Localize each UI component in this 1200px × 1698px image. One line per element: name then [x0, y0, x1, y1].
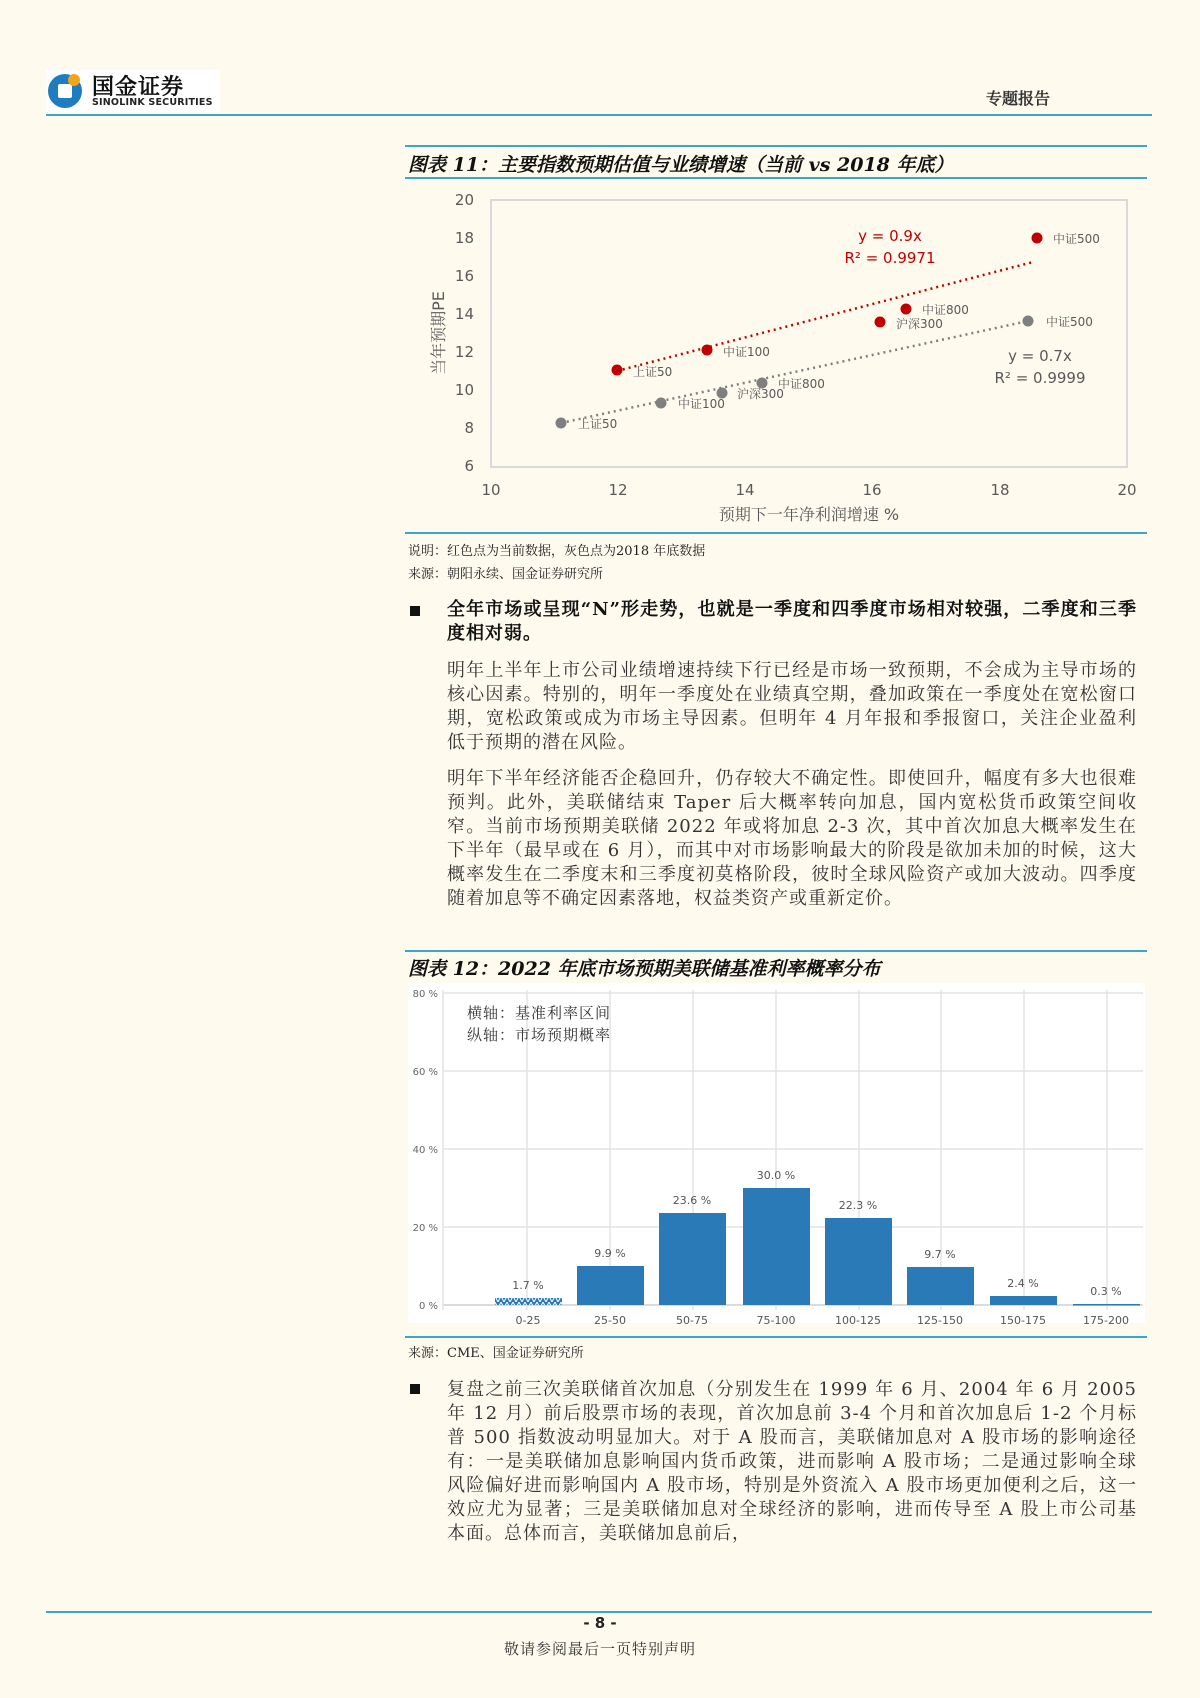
svg-text:中证800: 中证800 [922, 303, 969, 317]
figure12-source: 来源：CME、国金证券研究所 [408, 1346, 584, 1361]
header-divider [46, 114, 1152, 116]
logo-english-name: SINOLINK SECURITIES [92, 97, 213, 108]
svg-text:中证500: 中证500 [1046, 315, 1093, 329]
svg-text:125-150: 125-150 [917, 1314, 963, 1327]
svg-text:14: 14 [735, 481, 755, 499]
svg-text:中证500: 中证500 [1053, 232, 1100, 246]
svg-text:50-75: 50-75 [676, 1314, 708, 1327]
svg-text:18: 18 [990, 481, 1010, 499]
svg-text:6: 6 [464, 457, 474, 475]
svg-text:20: 20 [454, 191, 474, 209]
logo-chinese-name: 国金证券 [92, 75, 185, 100]
section1-paragraph-2: 明年下半年经济能否企稳回升，仍存较大不确定性。即使回升，幅度有多大也很难预判。此外，美联储结束 Taper 后大概率转向加息，国内宽松货币政策空间收窄。当前市场预期美联储 2022 年或将加息 2-3 次，其中首次加息大概率发生在下半年（最早或在 6 月），而其中对市场影响最大的阶段是欲加未加的时候，这大概率发生在二季度末和三季度初莫格阶段，彼时全球风险资产或加大波动。四季度随着加息等不确定因素落地，权益类资产或重新定价。 [447, 768, 1137, 909]
figure11-title: 图表 11：主要指数预期估值与业绩增速（当前 vs 2018 年底） [408, 154, 954, 176]
svg-text:0-25: 0-25 [515, 1314, 541, 1327]
svg-text:12: 12 [608, 481, 628, 499]
figure11-bottom-rule [405, 532, 1147, 534]
trendline-current-label [844, 227, 935, 267]
svg-text:16: 16 [862, 481, 882, 499]
svg-text:22.3 %: 22.3 % [838, 1199, 878, 1212]
svg-text:16: 16 [454, 267, 474, 285]
svg-text:20: 20 [1117, 481, 1137, 499]
x-axis-title: 预期下一年净利润增速 % [718, 505, 900, 524]
section1-paragraph-1: 明年上半年上市公司业绩增速持续下行已经是市场一致预期，不会成为主导市场的核心因素。特别的，明年一季度处在业绩真空期，叠加政策在一季度处在宽松窗口期，宽松政策或成为市场主导因素。但明年 4 月年报和季报窗口，关注企业盈利低于预期的潜在风险。 [447, 660, 1137, 753]
svg-text:上证50: 上证50 [578, 417, 618, 431]
figure12-title: 图表 12：2022 年底市场预期美联储基准利率概率分布 [408, 958, 881, 980]
figure11-title-rule [405, 177, 1147, 179]
svg-text:2.4 %: 2.4 % [1007, 1277, 1039, 1290]
svg-text:上证50: 上证50 [633, 365, 673, 379]
svg-text:30.0 %: 30.0 % [756, 1169, 796, 1182]
series-current-points [612, 233, 1043, 376]
svg-text:10: 10 [454, 381, 474, 399]
y-axis-title: 当年预期PE [429, 291, 448, 375]
svg-text:18: 18 [454, 229, 474, 247]
svg-text:80 %: 80 % [412, 989, 438, 1000]
series-2018-points [556, 316, 1034, 429]
svg-text:1.7 %: 1.7 % [512, 1279, 544, 1292]
company-logo [46, 70, 220, 112]
figure11-source: 来源：朝阳永续、国金证券研究所 [408, 567, 604, 582]
figure11-note: 说明：红色点为当前数据，灰色点为2018 年底数据 [408, 544, 706, 559]
svg-text:100-125: 100-125 [835, 1314, 881, 1327]
svg-text:175-200: 175-200 [1083, 1314, 1129, 1327]
svg-text:R² = 0.9971: R² = 0.9971 [844, 249, 936, 267]
svg-text:8: 8 [464, 419, 474, 437]
x-axis-ticks [481, 481, 1136, 499]
footer-divider [46, 1611, 1152, 1613]
svg-text:12: 12 [454, 343, 474, 361]
svg-text:75-100: 75-100 [756, 1314, 796, 1327]
svg-text:中证800: 中证800 [778, 377, 825, 391]
svg-text:中证100: 中证100 [678, 397, 725, 411]
trendline-current [617, 262, 1033, 371]
svg-text:沪深300: 沪深300 [737, 387, 784, 401]
svg-text:9.9 %: 9.9 % [594, 1247, 626, 1260]
figure12-bottom-rule [405, 1336, 1147, 1338]
page-number: - 8 - [583, 1614, 617, 1632]
svg-text:25-50: 25-50 [594, 1314, 626, 1327]
bullet-marker [410, 600, 422, 612]
svg-text:沪深300: 沪深300 [896, 317, 943, 331]
logo-mark-icon [46, 71, 84, 109]
svg-text:40 %: 40 % [412, 1145, 438, 1156]
svg-text:20 %: 20 % [412, 1223, 438, 1234]
svg-text:中证100: 中证100 [723, 345, 770, 359]
y-axis-ticks [455, 191, 474, 475]
scatter-chart [405, 185, 1150, 530]
figure12-x-legend: 横轴：基准利率区间 [467, 1004, 612, 1022]
section1-heading: 全年市场或呈现“N”形走势，也就是一季度和四季度市场相对较强，二季度和三季度相对弱。 [447, 599, 1137, 644]
figure12-top-rule [405, 950, 1147, 952]
svg-text:9.7 %: 9.7 % [924, 1248, 956, 1261]
report-type: 专题报告 [985, 89, 1050, 108]
trendline-2018 [561, 321, 1028, 423]
svg-text:R² = 0.9999: R² = 0.9999 [994, 369, 1086, 387]
svg-text:y = 0.9x: y = 0.9x [858, 227, 922, 245]
trendline-2018-label [994, 347, 1085, 387]
svg-text:150-175: 150-175 [1000, 1314, 1046, 1327]
svg-text:23.6 %: 23.6 % [672, 1194, 712, 1207]
figure11-top-rule [405, 145, 1147, 147]
svg-text:0.3 %: 0.3 % [1090, 1285, 1122, 1298]
svg-text:10: 10 [481, 481, 501, 499]
bullet-marker [410, 1380, 422, 1392]
svg-text:14: 14 [454, 305, 474, 323]
svg-text:y = 0.7x: y = 0.7x [1008, 347, 1072, 365]
section2-paragraph: 复盘之前三次美联储首次加息（分别发生在 1999 年 6 月、2004 年 6 月 2005 年 12 月）前后股票市场的表现，首次加息前 3-4 个月和首次加息后 1-2 个月标普 500 指数波动明显加大。对于 A 股而言，美联储加息对 A 股市场的影响途径有：一是美联储加息影响国内货币政策，进而影响 A 股市场；二是通过影响全球风险偏好进而影响国内 A 股市场，特别是外资流入 A 股市场更加便利之后，这一效应尤为显著；三是美联储加息对全球经济的影响，进而传导至 A 股上市公司基本面。总体而言，美联储加息前后， [447, 1379, 1137, 1544]
svg-text:0 %: 0 % [418, 1301, 438, 1312]
disclaimer-note: 敬请参阅最后一页特别声明 [503, 1640, 696, 1658]
svg-text:60 %: 60 % [412, 1067, 438, 1078]
figure12-y-legend: 纵轴：市场预期概率 [467, 1026, 612, 1044]
